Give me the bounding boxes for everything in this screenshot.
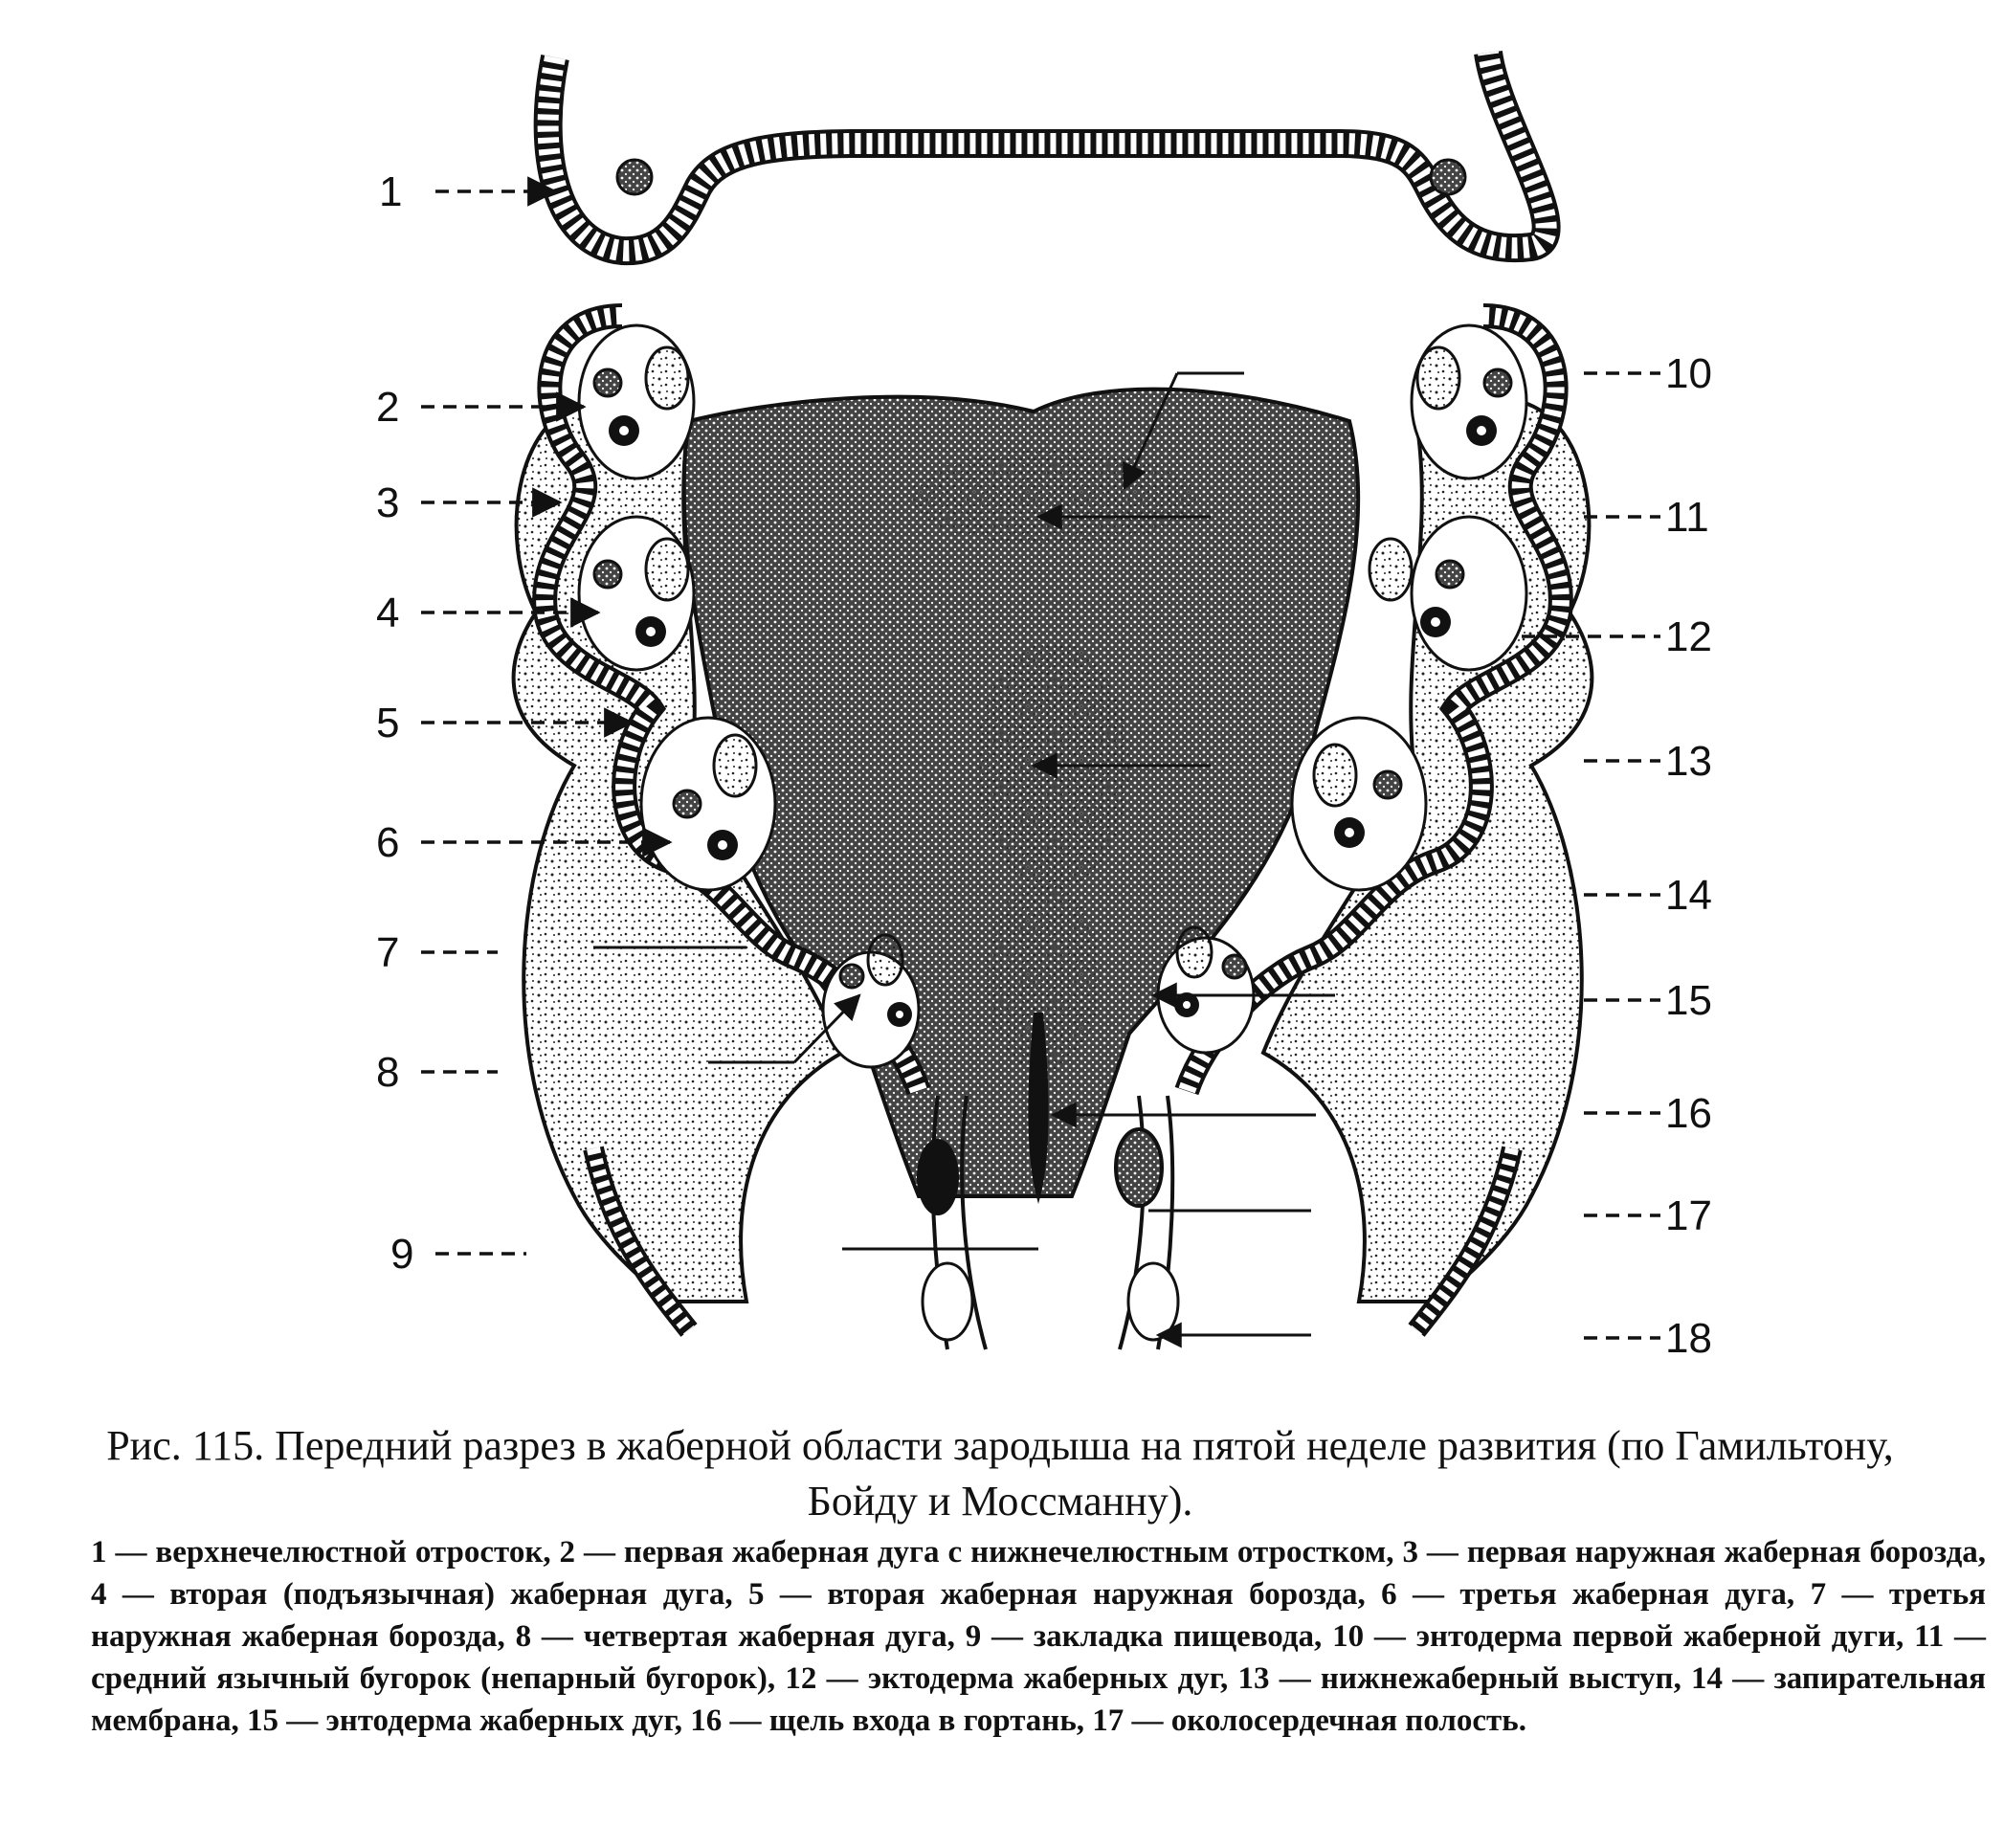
legend-item: 10 — энтодерма первой жаберной дуги, <box>1332 1619 1904 1654</box>
legend-item: 13 — нижнежаберный выступ, <box>1237 1661 1681 1696</box>
label-1: 1 <box>379 168 403 215</box>
label-4: 4 <box>376 590 400 636</box>
label-12: 12 <box>1665 613 1712 660</box>
label-18: 18 <box>1665 1315 1712 1362</box>
legend-item: 5 — вторая жаберная наружная борозда, <box>748 1577 1366 1612</box>
figure-legend <box>91 1531 1986 1742</box>
legend-item: 2 — первая жаберная дуга с нижнечелюстным отростком, <box>559 1535 1394 1570</box>
right-number-labels <box>1665 350 1712 1362</box>
label-17: 17 <box>1665 1192 1712 1239</box>
legend-item: 11 — средний язычный бугорок (непарный бугорок), <box>91 1619 1987 1696</box>
label-14: 14 <box>1665 872 1712 919</box>
legend-item: 1 — верхнечелюстной отросток, <box>91 1535 551 1570</box>
label-13: 13 <box>1665 738 1712 785</box>
label-6: 6 <box>376 819 400 866</box>
legend-item: 4 — вторая (подъязычная) жаберная дуга, <box>91 1577 733 1612</box>
legend-item: 8 — четвертая жаберная дуга, <box>515 1619 955 1654</box>
legend-item: 15 — энтодерма жаберных дуг, <box>246 1703 683 1738</box>
caption-prefix: Рис. 115. <box>106 1422 265 1469</box>
label-15: 15 <box>1665 977 1712 1024</box>
label-8: 8 <box>376 1049 400 1096</box>
legend-item: 17 — околосердечная полость. <box>1092 1703 1526 1738</box>
label-16: 16 <box>1665 1090 1712 1137</box>
label-3: 3 <box>376 479 400 526</box>
figure-caption <box>91 1418 1909 1529</box>
legend-item: 7 — третья наружная жаберная борозда, <box>91 1577 1986 1654</box>
label-10: 10 <box>1665 350 1712 397</box>
legend-item: 16 — щель входа в гортань, <box>690 1703 1085 1738</box>
label-9: 9 <box>390 1231 414 1278</box>
left-number-labels <box>376 168 413 1278</box>
legend-item: 6 — третья жаберная дуга, <box>1381 1577 1795 1612</box>
legend-item: 9 — закладка пищевода, <box>965 1619 1323 1654</box>
label-7: 7 <box>376 929 400 976</box>
legend-item: 14 — запирательная мембрана, <box>91 1661 1986 1738</box>
legend-item: 3 — первая наружная жаберная борозда, <box>1402 1535 1987 1570</box>
label-2: 2 <box>376 384 400 431</box>
caption-text: Передний разрез в жаберной области зародыша на пятой неделе развития (по Гамильтону, Бойду и Моссманну). <box>275 1422 1894 1525</box>
label-11: 11 <box>1665 494 1709 541</box>
legend-item: 12 — эктодерма жаберных дуг, <box>785 1661 1229 1696</box>
maxillary-process-epithelium <box>548 53 1547 251</box>
label-5: 5 <box>376 700 400 746</box>
